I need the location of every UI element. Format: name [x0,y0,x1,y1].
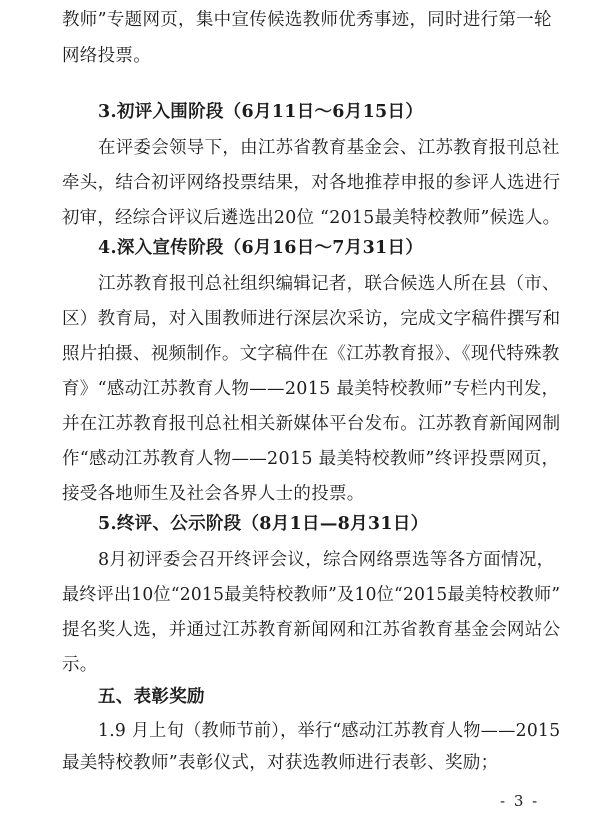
body-text-line: 网络投票。 [62,46,151,66]
body-text-line: 1.9 月上旬（教师节前），举行“感动江苏教育人物——2015 [98,721,561,741]
body-text-line: 育》“感动江苏教育人物——2015 最美特校教师”专栏内刊发， [62,379,560,399]
body-text-line: 并在江苏教育报刊总社相关新媒体平台发布。江苏教育新闻网制 [62,414,561,434]
body-text-line: 示。 [62,655,98,675]
body-text-line: 最终评出10位“2015最美特校教师”及10位“2015最美特校教师” [62,585,561,605]
section-heading-promotion: 4.深入宣传阶段（6月16日～7月31日） [98,238,424,258]
page-number: - 3 - [500,792,540,810]
body-text-line: 初审，经综合评议后遴选出20位 “2015最美特校教师”候选人。 [62,208,561,228]
body-text-line: 在评委会领导下，由江苏省教育基金会、江苏教育报刊总社 [98,138,560,158]
body-text-line: 牵头，结合初评网络投票结果，对各地推荐申报的参评人选进行 [62,173,561,193]
section-heading-awards: 五、表彰奖励 [98,687,205,707]
body-text-line: 提名奖人选，并通过江苏教育新闻网和江苏省教育基金会网站公 [62,620,561,640]
section-heading-final-review: 5.终评、公示阶段（8月1日—8月31日） [98,514,429,534]
body-text-line: 接受各地师生及社会各界人士的投票。 [62,484,365,504]
section-heading-initial-review: 3.初评入围阶段（6月11日～6月15日） [98,102,424,122]
body-text-line: 作“感动江苏教育人物——2015 最美特校教师”终评投票网页， [62,449,560,469]
body-text-line: 最美特校教师”表彰仪式，对获选教师进行表彰、奖励； [62,753,499,773]
body-text-line: 教师”专题网页，集中宣传候选教师优秀事迹，同时进行第一轮 [62,10,552,30]
body-text-line: 江苏教育报刊总社组织编辑记者，联合候选人所在县（市、 [98,274,560,294]
body-text-line: 区）教育局，对入围教师进行深层次采访，完成文字稿件撰写和 [62,309,561,329]
body-text-line: 照片拍摄、视频制作。文字稿件在《江苏教育报》、《现代特殊教 [62,344,560,364]
body-text-line: 8月初评委会召开终评会议，综合网络票选等各方面情况， [98,550,555,570]
